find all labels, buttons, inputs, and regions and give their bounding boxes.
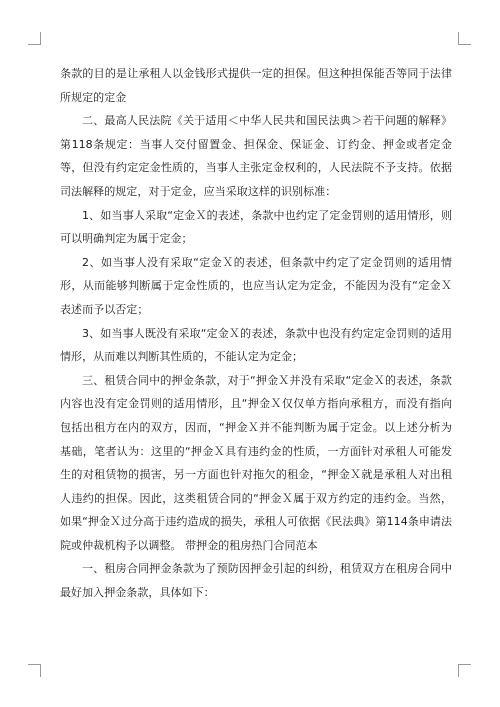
- paragraph-lease-deposit-analysis: 三、租赁合同中的押金条款，对于“押金Ｘ并没有采取“定金Ｘ的表述，条款内容也没有定金罚则的适用情形，且“押金Ｘ仅仅单方指向承租方，而没有指向包括出租方在内的双方，因而，“押金Ｘ并不能判断为属于定金。以上述分析为基础，笔者认为：这里的“押金Ｘ具有违约金的性质，一方面针对承租人可能发生的对租赁物的损害，另一方面也针对拖欠的租金，“押金Ｘ就是承租人对出租人违约的担保。因此，这类租赁合同的“押金Ｘ属于双方约定的违约金。当然，如果“押金Ｘ过分高于违约造成的损失，承租人可依据《民法典》第114条申请法院或仲裁机构予以调整。 带押金的租房热门合同范本: [60, 373, 452, 552]
- paragraph-criterion-3: 3、如当事人既没有采取“定金Ｘ的表述，条款中也没有约定定金罚则的适用情形，从而难以判断其性质的，不能认定为定金；: [60, 326, 452, 364]
- paragraph-deposit-purpose: 条款的目的是让承租人以金钱形式提供一定的担保。但这种担保能否等同于法律所规定的定金: [60, 67, 452, 104]
- paragraph-judicial-interpretation: 二、最高人民法院《关于适用＜中华人民共和国民法典＞若干问题的解释》第118条规定：当事人交付留置金、担保金、保证金、订约金、押金或者定金等，但没有约定定金性质的，当事人主张定金权利的，人民法院不予支持。依据司法解释的规定，对于定金，应当采取这样的识别标准：: [60, 114, 452, 198]
- crop-mark-bottom-right: [458, 664, 471, 677]
- crop-mark-top-right: [458, 32, 471, 45]
- document-body: [60, 62, 452, 605]
- crop-mark-top-left: [28, 32, 41, 45]
- paragraph-criterion-1: 1、如当事人采取“定金Ｘ的表述，条款中也约定了定金罚则的适用情形，则可以明确判定为属于定金；: [60, 208, 452, 246]
- paragraph-deposit-clause-intro: 一、租房合同押金条款为了预防因押金引起的纠纷，租赁双方在租房合同中最好加入押金条款，具体如下：: [60, 562, 452, 600]
- paragraph-criterion-2: 2、如当事人没有采取“定金Ｘ的表述，但条款中约定了定金罚则的适用情形，从而能够判断属于定金性质的，也应当认定为定金，不能因为没有“定金Ｘ表述而予以否定；: [60, 255, 452, 316]
- crop-mark-bottom-left: [28, 664, 41, 677]
